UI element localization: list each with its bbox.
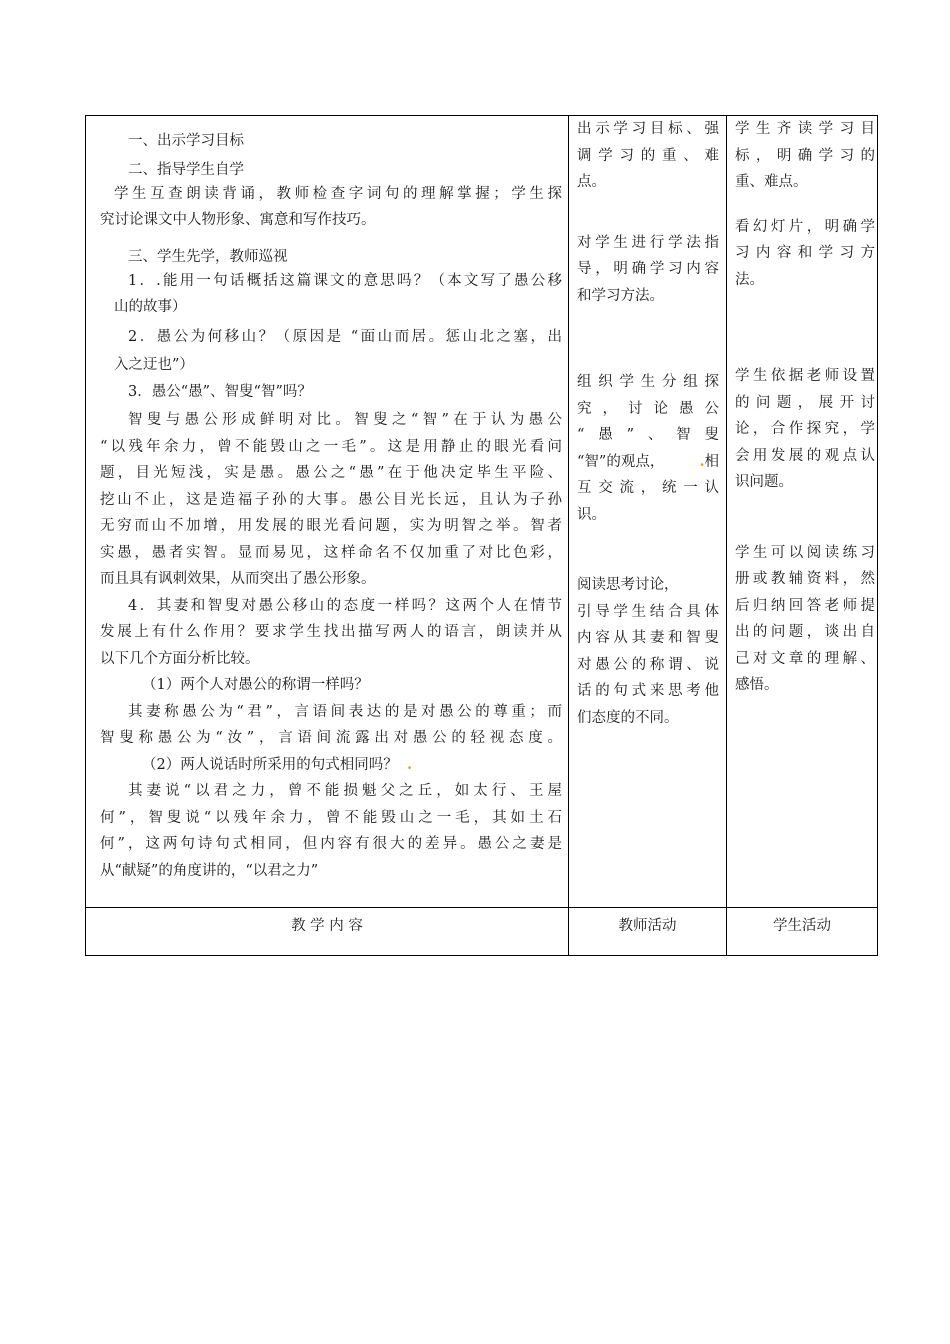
content-line: 学生互查朗读背诵，教师检查字词句的理解掌握；学生探 — [114, 186, 562, 202]
student-line: 感悟。 — [735, 677, 779, 693]
teacher-line: 导，明确学习内容 — [577, 261, 719, 277]
content-line: 实愚，愚者实智。显而易见，这样命名不仅加重了对比色彩， — [100, 544, 562, 561]
teacher-line: 互交流，统一认 — [577, 480, 719, 496]
content-line: 题，目光短浅，实是愚。愚公之“愚”在于他决定毕生平险、 — [100, 465, 562, 481]
section-heading: 一、出示学习目标 — [128, 133, 244, 149]
content-line: 2．愚公为何移山？（原因是 “面山而居。惩山北之塞，出 — [128, 329, 562, 345]
lesson-table — [85, 115, 878, 956]
student-line: 出的问题，谈出自 — [735, 624, 875, 640]
teacher-line: 组织学生分组探 — [577, 374, 719, 390]
orange-dot-mark: . — [406, 755, 413, 773]
content-line — [100, 752, 562, 779]
student-line: 论，合作探究，学 — [735, 421, 875, 437]
student-line: 法。 — [735, 271, 764, 288]
student-column-header: 学生活动 — [773, 918, 831, 934]
content-line: 挖山不止，这是造福子孙的大事。愚公目光长远，且认为子孙 — [100, 491, 562, 508]
student-line: 册或教辅资料，然 — [735, 571, 875, 587]
section-heading: 三、学生先学，教师巡视 — [128, 249, 288, 265]
content-line: 究讨论课文中人物形象、寓意和写作技巧。 — [100, 212, 376, 228]
content-line: 智叟称愚公为“汝”，言语间流露出对愚公的轻视态度。 — [100, 730, 562, 746]
orange-dot-mark: . — [699, 452, 705, 470]
student-line: 学生依据老师设置 — [735, 368, 875, 384]
teacher-line: 引导学生结合具体 — [577, 603, 719, 620]
teacher-line: 点。 — [577, 174, 606, 190]
student-activity-cell — [735, 116, 875, 699]
content-line: 无穷而山不加增，用发展的眼光看问题，实为明智之举。智者 — [100, 518, 562, 534]
column-divider — [726, 116, 727, 955]
content-line: 智叟与愚公形成鲜明对比。智叟之“智”在于认为愚公 — [128, 412, 562, 428]
teacher-line — [577, 449, 719, 476]
teacher-line: 究，讨论愚公 — [577, 400, 719, 417]
content-line: 4．其妻和智叟对愚公移山的态度一样吗？这两个人在情节 — [128, 597, 562, 614]
teacher-line: 对学生进行学法指 — [577, 234, 719, 251]
teacher-line: 话的句式来思考他 — [577, 683, 719, 699]
content-line: 发展上有什么作用？要求学生找出描写两人的语言，朗读并从 — [100, 624, 562, 640]
content-cell — [100, 128, 562, 884]
teacher-line: 对愚公的称谓、说 — [577, 656, 719, 673]
content-line: 以下几个方面分析比较。 — [100, 650, 260, 667]
teacher-line: 阅读思考讨论， — [577, 577, 679, 593]
content-line: 山的故事） — [114, 299, 187, 315]
student-line: 学生可以阅读练习 — [735, 544, 875, 561]
content-line: 其妻说“以君之力，曾不能损魁父之丘，如太行、王屋 — [128, 783, 562, 799]
teacher-line-text: “智”的观点， — [577, 453, 665, 470]
student-line: 后归纳回答老师提 — [735, 597, 875, 614]
teacher-line: 们态度的不同。 — [577, 709, 679, 726]
teacher-line-text: 相 — [704, 453, 719, 470]
student-line: 习内容和学习方 — [735, 245, 875, 261]
content-line: 从“献疑”的角度讲的，“以君之力” — [100, 862, 319, 879]
content-line-text: （2）两人说话时所采用的句式相同吗？ — [142, 756, 398, 773]
content-line: 入之迂也”） — [114, 357, 194, 373]
teacher-line: 识。 — [577, 506, 606, 523]
content-line: 其妻称愚公为“君”，言语间表达的是对愚公的尊重；而 — [128, 703, 562, 720]
student-line: 看幻灯片，明确学 — [735, 218, 875, 235]
teacher-line-text — [699, 449, 719, 476]
content-line: 而且具有讽刺效果，从而突出了愚公形象。 — [100, 571, 376, 587]
student-line: 会用发展的观点认 — [735, 447, 875, 464]
student-line: 标，明确学习的 — [735, 147, 875, 164]
content-line: （1）两个人对愚公的称谓一样吗？ — [142, 677, 369, 693]
content-line: 何”，这两句诗句式相同，但内容有很大的差异。愚公之妻是 — [100, 836, 562, 852]
content-line: 1．.能用一句话概括这篇课文的意思吗？（本文写了愚公移 — [128, 273, 562, 289]
content-line: 何”，智叟说“以残年余力，曾不能毁山之一毛，其如土石 — [100, 809, 562, 826]
teacher-column-header: 教师活动 — [618, 918, 677, 934]
column-divider — [568, 116, 569, 955]
teacher-line: 调学习的重、难 — [577, 147, 719, 164]
student-line: 识问题。 — [735, 474, 793, 490]
teacher-line: 和学习方法。 — [577, 287, 664, 304]
student-line: 的问题，展开讨 — [735, 394, 875, 411]
section-heading: 二、指导学生自学 — [128, 161, 244, 178]
student-line: 学生齐读学习目 — [735, 121, 875, 137]
teacher-activity-cell — [577, 116, 719, 731]
content-line: 3．愚公“愚”、智叟“智”吗？ — [128, 384, 312, 400]
teacher-line: “愚”、智叟 — [577, 427, 719, 443]
content-line: “以残年余力，曾不能毁山之一毛”。这是用静止的眼光看问 — [100, 438, 562, 455]
student-line: 己对文章的理解、 — [735, 650, 875, 667]
teacher-line: 内容从其妻和智叟 — [577, 630, 719, 646]
teacher-line: 出示学习目标、强 — [577, 121, 719, 137]
content-column-header: 教 学 内 容 — [291, 918, 363, 934]
student-line: 重、难点。 — [735, 174, 808, 190]
